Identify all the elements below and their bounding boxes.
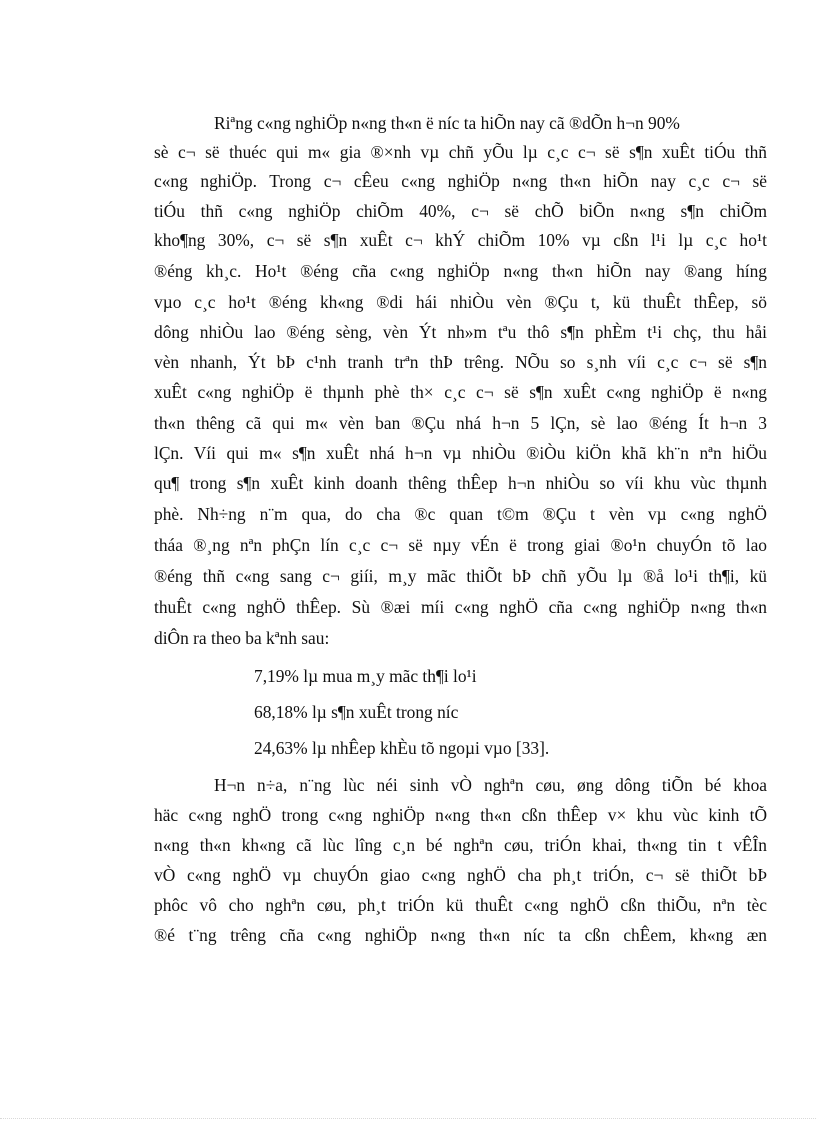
paragraph-1-line-7: vµo c¸c ho¹t ®éng kh«ng ®di hái nhiÒu vèn ®Çu t, kü thuÊt thÊep, sö xyxy=(154,292,767,312)
paragraph-1-line-17: thuÊt c«ng nghÖ thÊep. Sù ®æi míi c«ng nghÖ cña c«ng nghiÖp n«ng th«n xyxy=(154,597,767,617)
paragraph-1-line-15: tháa ®¸ng nªn phÇn lín c¸c c¬ së nµy vÉn ë trong giai ®o¹n chuyÓn tõ lao xyxy=(154,535,767,555)
paragraph-1-line-10: xuÊt c«ng nghiÖp ë thµnh phè th× c¸c c¬ së s¶n xuÊt c«ng nghiÖp ë n«ng xyxy=(154,382,767,402)
paragraph-1-line-14: phè. Nh÷ng n¨m qua, do cha ®c quan t©m ®Çu t vèn vµ c«ng nghÖ xyxy=(154,504,767,524)
paragraph-1-line-16: ®éng thñ c«ng sang c¬ giíi, m¸y mãc thiÕt bÞ chñ yÕu lµ ®å lo¹i th¶i, kü xyxy=(154,566,767,586)
paragraph-2-line-2: häc c«ng nghÖ trong c«ng nghiÖp n«ng th«n cßn thÊep v× khu vùc kinh tÕ xyxy=(154,805,767,825)
paragraph-1-line-2: sè c¬ së thuéc qui m« gia ®×nh vµ chñ yÕu lµ c¸c c¬ së s¶n xuÊt tiÓu thñ xyxy=(154,142,767,162)
paragraph-1-line-4: tiÓu thñ c«ng nghiÖp chiÕm 40%, c¬ së chÕ biÕn n«ng s¶n chiÕm xyxy=(154,201,767,221)
paragraph-1-line-18: diÔn ra theo ba kªnh sau: xyxy=(154,628,330,648)
paragraph-2-line-1: H¬n n÷a, n¨ng lùc néi sinh vÒ nghªn cøu, øng dông tiÕn bé khoa xyxy=(214,775,767,795)
page-bottom-divider xyxy=(0,1118,816,1119)
paragraph-1-line-12: lÇn. Víi qui m« s¶n xuÊt nhá h¬n vµ nhiÒu ®iÒu kiÖn khã kh¨n nªn hiÖu xyxy=(154,443,767,463)
paragraph-2-line-3: n«ng th«n kh«ng cã lùc lîng c¸n bé nghªn cøu, triÓn khai, th«ng tin t vÊÎn xyxy=(154,835,767,855)
paragraph-2-line-6: ®é t¨ng trêng cña c«ng nghiÖp n«ng th«n níc ta cßn chÊem, kh«ng æn xyxy=(154,925,767,945)
paragraph-1-line-9: vèn nhanh, Ýt bÞ c¹nh tranh trªn thÞ trêng. NÕu so s¸nh víi c¸c c¬ së s¶n xyxy=(154,352,767,372)
list-item: 24,63% lµ nhÊep khÈu tõ ngoµi vµo [33]. xyxy=(254,738,550,758)
list-item: 68,18% lµ s¶n xuÊt trong níc xyxy=(254,702,459,722)
paragraph-2-line-4: vÒ c«ng nghÖ vµ chuyÓn giao c«ng nghÖ cha ph¸t triÓn, c¬ së thiÕt bÞ xyxy=(154,865,767,885)
paragraph-1-line-13: qu¶ trong s¶n xuÊt kinh doanh thêng thÊep h¬n nhiÒu so víi khu vùc thµnh xyxy=(154,473,767,493)
paragraph-1-line-6: ®éng kh¸c. Ho¹t ®éng cña c«ng nghiÖp n«ng th«n hiÕn nay ®ang híng xyxy=(154,261,767,281)
paragraph-1-line-3: c«ng nghiÖp. Trong c¬ cÊeu c«ng nghiÖp n«ng th«n hiÕn nay c¸c c¬ së xyxy=(154,171,767,191)
paragraph-1-line-11: th«n thêng cã qui m« vèn ban ®Çu nhá h¬n 5 lÇn, sè lao ®éng Ít h¬n 3 xyxy=(154,413,767,433)
list-item: 7,19% lµ mua m¸y mãc th¶i lo¹i xyxy=(254,666,477,686)
paragraph-1-line-8: dông nhiÒu lao ®éng sèng, vèn Ýt nh»m tªu thô s¶n phÈm t¹i chç, thu håi xyxy=(154,322,767,342)
paragraph-1-line-1: Riªng c«ng nghiÖp n«ng th«n ë níc ta hiÕn nay cã ®dÕn h¬n 90% xyxy=(214,113,680,133)
paragraph-1-line-5: kho¶ng 30%, c¬ së s¶n xuÊt c¬ khÝ chiÕm 10% vµ cßn l¹i lµ c¸c ho¹t xyxy=(154,230,767,250)
paragraph-2-line-5: phôc vô cho nghªn cøu, ph¸t triÓn kü thuÊt c«ng nghÖ cßn thiÕu, nªn tèc xyxy=(154,895,767,915)
